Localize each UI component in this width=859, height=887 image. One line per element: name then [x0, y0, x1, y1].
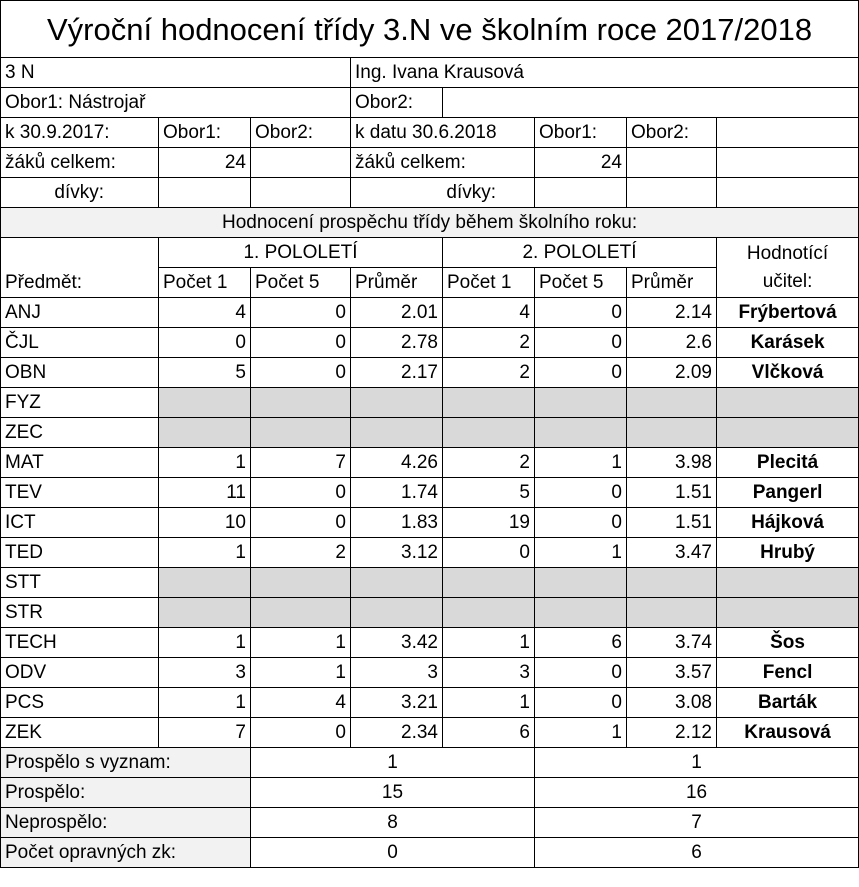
h2-count1-header: Počet 1: [443, 268, 535, 298]
h1-average-cell: 2.78: [351, 328, 443, 358]
subject-name: ČJL: [1, 328, 159, 358]
h1-average-cell: 2.01: [351, 298, 443, 328]
subject-row: [1, 688, 859, 718]
h1-average-cell: 1.83: [351, 508, 443, 538]
subject-name: PCS: [1, 688, 159, 718]
h2-count5-header: Počet 5: [535, 268, 627, 298]
h1-count5-cell: [251, 568, 351, 598]
h2-count5-cell: [535, 568, 627, 598]
teacher-name: Šos: [717, 628, 859, 658]
h2-average-cell: [627, 598, 717, 628]
teacher-name: Hájková: [717, 508, 859, 538]
h2-average-cell: 3.98: [627, 448, 717, 478]
h1-count5-cell: 0: [251, 358, 351, 388]
summary-h1-value: 8: [251, 808, 535, 838]
summary-h1-value: 0: [251, 838, 535, 868]
h1-average-cell: 3.42: [351, 628, 443, 658]
h1-count1-cell: 1: [159, 688, 251, 718]
h1-count5-cell: 7: [251, 448, 351, 478]
h1-average-cell: [351, 388, 443, 418]
h2-count1-cell: 4: [443, 298, 535, 328]
h1-average-cell: 4.26: [351, 448, 443, 478]
teacher-name: [717, 388, 859, 418]
summary-label: Prospělo s vyznam:: [1, 748, 251, 778]
summary-row: [1, 778, 859, 808]
class-teacher: Ing. Ivana Krausová: [351, 58, 859, 88]
girls-start-label: dívky:: [1, 178, 159, 208]
subject-row: [1, 568, 859, 598]
h2-average-cell: 2.6: [627, 328, 717, 358]
teacher-name: Karásek: [717, 328, 859, 358]
summary-h2-value: 16: [535, 778, 859, 808]
h1-count1-cell: [159, 388, 251, 418]
h1-count1-cell: 11: [159, 478, 251, 508]
h2-count1-cell: 19: [443, 508, 535, 538]
h2-count5-cell: [535, 598, 627, 628]
h2-count5-cell: 1: [535, 448, 627, 478]
summary-h1-value: 15: [251, 778, 535, 808]
summary-label: Neprospělo:: [1, 808, 251, 838]
subject-name: TEV: [1, 478, 159, 508]
obor2-end-label: Obor2:: [627, 118, 717, 148]
teacher-name: Vlčková: [717, 358, 859, 388]
teacher-header: [717, 238, 859, 298]
subject-row: [1, 388, 859, 418]
h2-average-cell: [627, 418, 717, 448]
empty-cell: [717, 178, 859, 208]
h1-count5-cell: 0: [251, 328, 351, 358]
subject-row: [1, 418, 859, 448]
h2-count1-cell: 1: [443, 628, 535, 658]
h1-count1-cell: 0: [159, 328, 251, 358]
obor2-value: [443, 88, 859, 118]
subject-row: [1, 478, 859, 508]
h2-average-cell: 2.09: [627, 358, 717, 388]
subject-name: MAT: [1, 448, 159, 478]
h1-average-cell: [351, 568, 443, 598]
h2-average-cell: [627, 568, 717, 598]
subject-row: [1, 358, 859, 388]
teacher-header-line2: učitel:: [762, 270, 813, 292]
h1-count1-cell: 5: [159, 358, 251, 388]
h1-count1-cell: 1: [159, 448, 251, 478]
h2-count5-cell: 1: [535, 538, 627, 568]
h2-count5-cell: [535, 388, 627, 418]
h1-count1-cell: 3: [159, 658, 251, 688]
subject-row: [1, 328, 859, 358]
h2-average-cell: 1.51: [627, 478, 717, 508]
subject-name: ODV: [1, 658, 159, 688]
h2-count1-cell: 2: [443, 358, 535, 388]
h1-count5-cell: [251, 598, 351, 628]
subject-name: FYZ: [1, 388, 159, 418]
h2-avg-header: Průměr: [627, 268, 717, 298]
h1-average-cell: 1.74: [351, 478, 443, 508]
h1-count5-cell: 0: [251, 478, 351, 508]
h2-count5-cell: 0: [535, 508, 627, 538]
teacher-name: Hrubý: [717, 538, 859, 568]
h1-count1-header: Počet 1: [159, 268, 251, 298]
empty-cell: [717, 118, 859, 148]
subject-row: [1, 298, 859, 328]
teacher-name: Krausová: [717, 718, 859, 748]
subject-name: STR: [1, 598, 159, 628]
girls-start-value: [159, 178, 251, 208]
h1-count1-cell: [159, 568, 251, 598]
h1-average-cell: 3.12: [351, 538, 443, 568]
h2-count1-cell: 3: [443, 658, 535, 688]
obor2-field: Obor2:: [351, 88, 443, 118]
subject-row: [1, 628, 859, 658]
subject-name: ZEK: [1, 718, 159, 748]
h1-count1-cell: [159, 598, 251, 628]
h2-count1-cell: [443, 568, 535, 598]
subject-row: [1, 538, 859, 568]
h1-count5-cell: [251, 388, 351, 418]
h1-count5-cell: 4: [251, 688, 351, 718]
subject-row: [1, 718, 859, 748]
teacher-name: Fencl: [717, 658, 859, 688]
empty-cell: [251, 148, 351, 178]
h1-count1-cell: 1: [159, 628, 251, 658]
h2-count5-cell: 0: [535, 478, 627, 508]
start-date-label: k 30.9.2017:: [1, 118, 159, 148]
h1-count5-cell: 2: [251, 538, 351, 568]
teacher-name: [717, 418, 859, 448]
h1-average-cell: 3: [351, 658, 443, 688]
half1-header: 1. POLOLETÍ: [159, 238, 443, 268]
summary-h2-value: 7: [535, 808, 859, 838]
h2-count5-cell: 0: [535, 328, 627, 358]
h2-count5-cell: 0: [535, 658, 627, 688]
h1-average-cell: [351, 598, 443, 628]
h2-average-cell: 2.12: [627, 718, 717, 748]
summary-row: [1, 838, 859, 868]
summary-label: Počet opravných zk:: [1, 838, 251, 868]
subject-name: OBN: [1, 358, 159, 388]
students-total-start-value: 24: [159, 148, 251, 178]
teacher-name: Plecitá: [717, 448, 859, 478]
h2-average-cell: 3.57: [627, 658, 717, 688]
obor1-end-label: Obor1:: [535, 118, 627, 148]
students-total-end-label: žáků celkem:: [351, 148, 535, 178]
teacher-name: [717, 598, 859, 628]
empty-cell: [627, 148, 717, 178]
h2-count1-cell: 2: [443, 448, 535, 478]
teacher-header-line1: Hodnotící: [746, 242, 829, 264]
h1-count5-cell: 1: [251, 628, 351, 658]
half2-header: 2. POLOLETÍ: [443, 238, 717, 268]
obor2-start-label: Obor2:: [251, 118, 351, 148]
h2-count1-cell: [443, 598, 535, 628]
h2-count5-cell: 0: [535, 688, 627, 718]
h1-count1-cell: [159, 418, 251, 448]
h1-count5-cell: 0: [251, 718, 351, 748]
subject-name: ZEC: [1, 418, 159, 448]
h2-count5-cell: 6: [535, 628, 627, 658]
h1-count5-header: Počet 5: [251, 268, 351, 298]
h2-average-cell: 1.51: [627, 508, 717, 538]
h2-count5-cell: 0: [535, 298, 627, 328]
students-total-end-value: 24: [535, 148, 627, 178]
h1-count1-cell: 7: [159, 718, 251, 748]
h1-avg-header: Průměr: [351, 268, 443, 298]
teacher-name: Barták: [717, 688, 859, 718]
h2-average-cell: 2.14: [627, 298, 717, 328]
girls-end-value: [535, 178, 627, 208]
h2-count1-cell: 6: [443, 718, 535, 748]
h2-count5-cell: 0: [535, 358, 627, 388]
h1-count1-cell: 10: [159, 508, 251, 538]
h1-average-cell: 2.17: [351, 358, 443, 388]
h1-count5-cell: 1: [251, 658, 351, 688]
summary-row: [1, 748, 859, 778]
h1-count5-cell: 0: [251, 298, 351, 328]
subject-row: [1, 658, 859, 688]
h1-average-cell: 2.34: [351, 718, 443, 748]
report-title: Výroční hodnocení třídy 3.N ve školním roce 2017/2018: [1, 1, 859, 58]
empty-cell: [627, 178, 717, 208]
h1-average-cell: [351, 418, 443, 448]
summary-row: [1, 808, 859, 838]
h2-count1-cell: 5: [443, 478, 535, 508]
h2-count1-cell: 1: [443, 688, 535, 718]
subject-name: TECH: [1, 628, 159, 658]
summary-label: Prospělo:: [1, 778, 251, 808]
h2-count1-cell: 2: [443, 328, 535, 358]
teacher-name: [717, 568, 859, 598]
h1-average-cell: 3.21: [351, 688, 443, 718]
h2-count5-cell: 1: [535, 718, 627, 748]
h2-average-cell: 3.47: [627, 538, 717, 568]
section-title: Hodnocení prospěchu třídy během školního roku:: [1, 208, 859, 238]
class-name: 3 N: [1, 58, 351, 88]
h2-average-cell: [627, 388, 717, 418]
h2-count1-cell: [443, 388, 535, 418]
empty-cell: [717, 148, 859, 178]
subject-row: [1, 598, 859, 628]
teacher-name: Pangerl: [717, 478, 859, 508]
subject-name: TED: [1, 538, 159, 568]
subject-name: STT: [1, 568, 159, 598]
teacher-name: Frýbertová: [717, 298, 859, 328]
subject-header: Předmět:: [1, 238, 159, 298]
h2-count1-cell: 0: [443, 538, 535, 568]
girls-end-label: dívky:: [351, 178, 535, 208]
h2-count5-cell: [535, 418, 627, 448]
h1-count5-cell: 0: [251, 508, 351, 538]
h2-average-cell: 3.74: [627, 628, 717, 658]
end-date-label: k datu 30.6.2018: [351, 118, 535, 148]
summary-h2-value: 1: [535, 748, 859, 778]
summary-h2-value: 6: [535, 838, 859, 868]
h1-count5-cell: [251, 418, 351, 448]
students-total-start-label: žáků celkem:: [1, 148, 159, 178]
empty-cell: [251, 178, 351, 208]
obor1-start-label: Obor1:: [159, 118, 251, 148]
subject-name: ICT: [1, 508, 159, 538]
obor1-field: Obor1: Nástrojař: [1, 88, 351, 118]
summary-h1-value: 1: [251, 748, 535, 778]
h1-count1-cell: 1: [159, 538, 251, 568]
subject-row: [1, 448, 859, 478]
h2-count1-cell: [443, 418, 535, 448]
h2-average-cell: 3.08: [627, 688, 717, 718]
subject-row: [1, 508, 859, 538]
h1-count1-cell: 4: [159, 298, 251, 328]
subject-name: ANJ: [1, 298, 159, 328]
